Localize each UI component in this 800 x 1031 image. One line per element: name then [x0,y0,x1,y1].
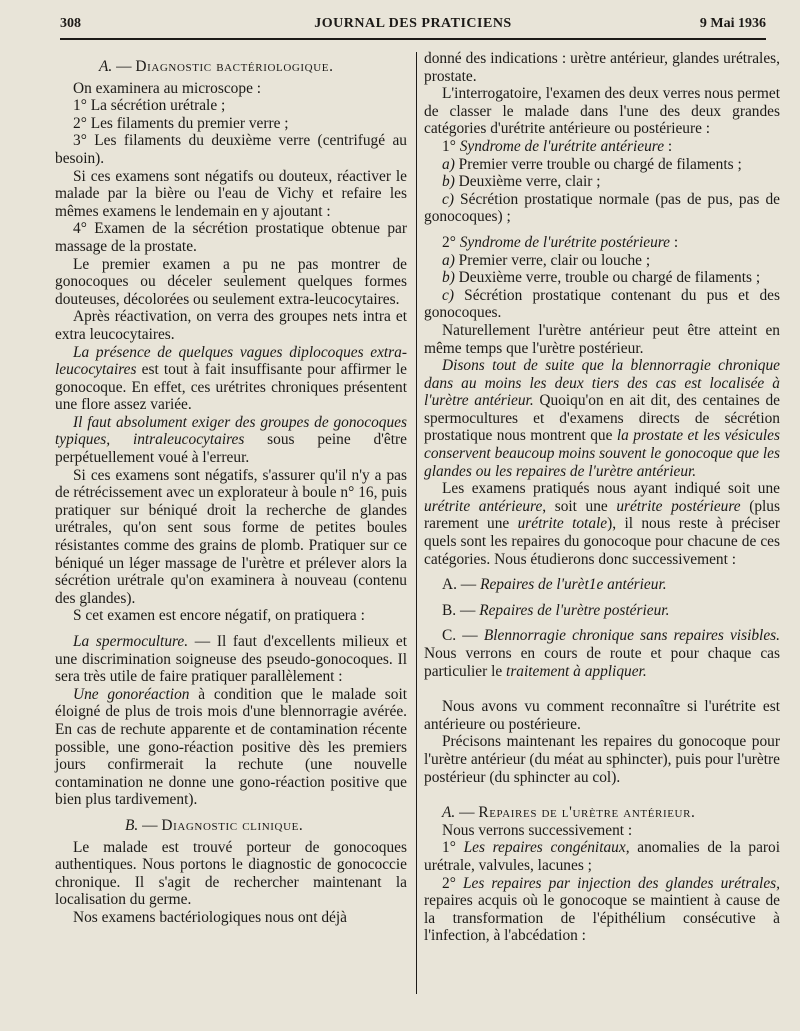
emphasis: urétrite antérieure [424,497,543,515]
section-letter: A. [442,804,456,822]
list-item [424,234,780,252]
paragraph [55,633,407,686]
paragraph: Si ces examens sont négatifs, s'assurer qu'il n'y a pas de rétrécissement avec un explorateur à boule n° 16, puis pratiquer sur béniqué droit la recherche de glandes urétrales, qu'on sent sous forme de petites boules résistantes comme des grains de plomb. Pratiquer sur ce béniqué un léger massage de l'urètre et prélever alors la sécrétion urétrale qu'on examinera à nouveau (contenu des glandes). [55,466,407,607]
list-item: 3° Les filaments du deuxième verre (centrifugé au besoin). [55,132,407,167]
list-number: 1° [442,839,464,857]
emphasis: Disons tout de suite que la blennorragie chronique dans au moins les deux tiers des cas est localisée à l'urètre antérieur. [424,357,780,410]
text-run: à condition que le malade soit éloigné de plus de trois mois d'une blennorragie avérée. En cas de rechute apparente et de contamination récente possible, une gono-réaction positive dès les premiers jours confirmerait la rechute (une nouvelle contamination ne donne une gono-réaction positive que bien plus tardivement). [55,685,408,809]
list-letter: A. — [442,576,481,594]
text-run: ), il nous reste à préciser quels sont les repaires du gonocoque pour chacune de ces catégories. Nous étudierons donc successivement : [424,515,780,568]
paragraph: Après réactivation, on verra des groupes nets intra et extra leucocytaires. [55,308,407,343]
emphasis: urétrite postérieure [616,497,741,515]
emphasis: Il faut absolument exiger des groupes de gonocoques typiques, intraleucocytaires [55,413,407,449]
list-letter: a) [442,251,455,269]
list-item [424,191,780,226]
section-heading [55,58,407,76]
paragraph: Si ces examens sont négatifs ou douteux, réactiver le malade par la bière ou l'eau de Vichy et refaire les mêmes examens le lendemain en y ajoutant : [55,167,407,220]
list-item [424,602,780,620]
list-letter: b) [442,269,455,287]
list-number: 2° [442,233,460,251]
paragraph [55,344,407,414]
paragraph: Le premier examen a pu ne pas montrer de gonocoques ou déceler seulement quelques formes douteuses, décolorées ou seulement extra-leucocytaires. [55,255,407,308]
list-letter: c) [442,190,454,208]
text-run: — Il faut d'excellents milieux et une discrimination soigneuse des pseudo-gonocoques. Il sera très utile de faire pratiquer parallèlement : [55,633,408,686]
section-heading [55,817,407,835]
journal-title: JOURNAL DES PRATICIENS [314,16,512,31]
text-run: repaires acquis où le gonocoque se maintient à cause de la transformation de l'épithélium consécutive à l'infection, à l'abcédation : [424,892,780,945]
emphasis: La spermoculture. [73,633,189,650]
list-item: 1° La sécrétion urétrale ; [73,97,226,115]
emphasis: urétrite totale [517,515,608,533]
section-title: Diagnostic clinique. [161,816,304,834]
paragraph: donné des indications : urètre antérieur, glandes urétrales, prostate. [424,50,780,85]
list-item [424,627,780,680]
paragraph [55,414,407,467]
section-letter: A. [99,58,113,75]
list-item [424,875,780,945]
list-item [424,156,780,174]
list-letter: C. — [442,627,484,645]
emphasis: Syndrome de l'urétrite antérieure [459,137,665,155]
section-dash: — [142,816,158,834]
list-item: 2° Les filaments du premier verre ; [73,114,289,132]
list-letter: B. — [442,601,480,619]
issue-date: 9 Mai 1936 [699,16,766,31]
list-item [424,138,780,156]
text-run: Sécrétion prostatique contenant du pus et des gonocoques. [424,286,780,322]
paragraph: Nous avons vu comment reconnaître si l'urétrite est antérieure ou postérieure. [424,698,780,733]
paragraph [424,480,780,568]
list-letter: b) [442,173,455,191]
column-divider [416,52,417,994]
list-letter: a) [442,155,455,173]
header-rule [60,38,766,40]
text-run: sous peine d'être perpétuellement voué à l'erreur. [55,431,407,467]
emphasis: Repaires de l'urèt1e antérieur. [480,576,667,594]
text-run: Deuxième verre, clair ; [454,173,601,191]
text-run: anomalies de la paroi urétrale, valvules, lacunes ; [424,839,781,874]
page-number: 308 [60,16,81,31]
section-title: Diagnostic bactériologique. [135,58,334,75]
section-heading [424,804,780,822]
list-item [424,287,780,322]
paragraph: Précisons maintenant les repaires du gonocoque pour l'urètre antérieur (du méat au sphincter), puis pour l'urètre postérieur (du sphincter au col). [424,733,780,786]
list-number: 1° [442,137,460,155]
emphasis: Blennorragie chronique sans repaires visibles. [483,627,780,645]
paragraph: Naturellement l'urètre antérieur peut être atteint en même temps que l'urètre postérieur. [424,321,780,357]
section-dash: — [116,58,132,75]
section-dash: — [459,804,475,822]
emphasis: La présence de quelques vagues diplocoques extra-leucocytaires [55,343,407,379]
paragraph: Le malade est trouvé porteur de gonocoques authentiques. Nous portons le diagnostic de gonococcie chronique. Il s'agit de rechercher maintenant la localisation du germe. [55,838,407,909]
emphasis: traitement à appliquer. [506,662,647,680]
text-run: Nous verrons en cours de route et pour chaque cas particulier le [424,645,780,680]
list-item [424,576,780,594]
section-letter: B. [125,816,139,834]
paragraph [55,686,407,809]
text-run: Deuxième verre, trouble ou chargé de filaments ; [454,269,761,287]
list-item: 4° Examen de la sécrétion prostatique obtenue par massage de la prostate. [55,220,407,255]
text-run: Premier verre, clair ou louche ; [454,251,651,269]
paragraph: Nos examens bactériologiques nous ont déjà [73,908,347,926]
list-item [424,839,780,874]
paragraph [424,357,780,480]
text-run: Premier verre trouble ou chargé de filaments ; [454,155,742,173]
list-letter: c) [442,286,454,304]
right-column [424,50,780,945]
list-item [424,173,780,191]
emphasis: la prostate et les vésicules conservent beaucoup moins souvent le gonocoque que les glandes ou les repaires de l'urètre antérieur. [424,427,781,480]
text-run: : [670,233,679,251]
paragraph: On examinera au microscope : [73,79,262,97]
paragraph: S cet examen est encore négatif, on pratiquera : [73,607,365,625]
left-column [55,58,407,927]
emphasis: Syndrome de l'urétrite postérieure [459,233,671,251]
list-item [424,269,780,287]
text-run: est tout à fait insuffisante pour affirmer le gonocoque. En effet, ces urétrites chroniques présentent une flore assez variée. [55,361,407,414]
emphasis: Les repaires congénitaux, [463,839,630,857]
text-run: Sécrétion prostatique normale (pas de pus, pas de gonocoques) ; [424,190,780,226]
emphasis: Les repaires par injection des glandes urétrales, [462,874,780,892]
section-title: Repaires de l'urètre antérieur. [478,804,696,822]
text-run: Les examens pratiqués nous ayant indiqué soit une [442,480,780,498]
paragraph: L'interrogatoire, l'examen des deux verres nous permet de classer le malade dans l'une des deux grandes catégories d'urétrite antérieure ou postérieure : [424,85,780,138]
text-run: : [664,137,673,155]
page-header [60,16,766,38]
text-run: (plus rarement une [424,497,780,533]
text-run: , soit une [542,497,617,515]
list-item [424,252,780,270]
list-number: 2° [442,874,463,892]
text-run: Quoiqu'on en ait dit, des centaines de spermocultures et d'examens directs de sécrétion prostatique nous montrent que [424,392,780,445]
paragraph: Nous verrons successivement : [442,821,633,839]
emphasis: Repaires de l'urètre postérieur. [479,601,670,619]
emphasis: Une gonoréaction [73,685,190,703]
